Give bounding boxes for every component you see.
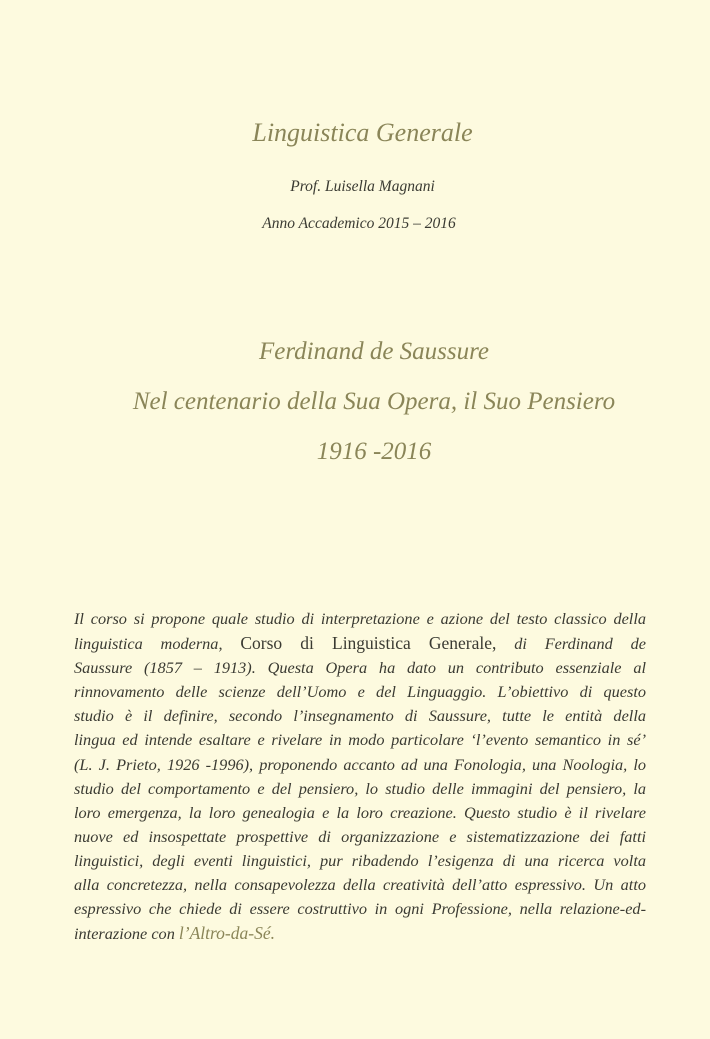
description-line: [74, 631, 646, 656]
description-line: [74, 921, 646, 946]
description-text: interazione con: [74, 924, 175, 944]
description-line: espressivo che chiede di essere costruttivo in ogni Professione, nella relazione-ed-: [74, 899, 646, 919]
description-line: rinnovamento delle scienze dell’Uomo e del Linguaggio. L’obiettivo di questo: [74, 682, 646, 702]
description-line: studio del comportamento e del pensiero, lo studio delle immagini del pensiero, la: [74, 778, 646, 798]
description-line: alla concretezza, nella consapevolezza della creatività dell’atto espressivo. Un atto: [74, 875, 646, 895]
description-line: Il corso si propone quale studio di interpretazione e azione del testo classico della: [74, 609, 646, 628]
description-line: (L. J. Prieto, 1926 -1996), proponendo accanto ad una Fonologia, una Noologia, lo: [74, 754, 646, 774]
subtitle-centenary: Nel centenario della Sua Opera, il Suo Pensiero: [132, 388, 616, 415]
description-text: linguistica moderna,: [74, 634, 223, 654]
description-line: loro emergenza, la loro genealogia e la loro creazione. Questo studio è il rivelare: [74, 802, 646, 822]
professor-name: Prof. Luisella Magnani: [290, 178, 435, 195]
description-line: linguistici, degli eventi linguistici, pur ribadendo l’esigenza di una ricerca volta: [74, 850, 646, 870]
subtitle-author: Ferdinand de Saussure: [258, 338, 490, 365]
book-title: Corso di Linguistica Generale,: [240, 633, 497, 654]
description-line: Saussure (1857 – 1913). Questa Opera ha dato un contributo essenziale al: [74, 658, 646, 678]
course-title: Linguistica Generale: [252, 118, 473, 147]
altro-da-se-highlight: l’Altro-da-Sé.: [178, 923, 275, 944]
description-line: nuove ed insospettate prospettive di organizzazione e sistematizzazione dei fatti: [74, 826, 646, 846]
description-text: di Ferdinand de: [514, 634, 647, 654]
description-line: studio è il definire, secondo l’insegnamento di Saussure, tutte le entità della: [74, 706, 646, 726]
academic-year: Anno Accademico 2015 – 2016: [262, 215, 456, 232]
subtitle-years: 1916 -2016: [316, 438, 432, 465]
description-line: lingua ed intende esaltare e rivelare in modo particolare ‘l’evento semantico in sé’: [74, 730, 646, 750]
course-description: [74, 607, 646, 946]
